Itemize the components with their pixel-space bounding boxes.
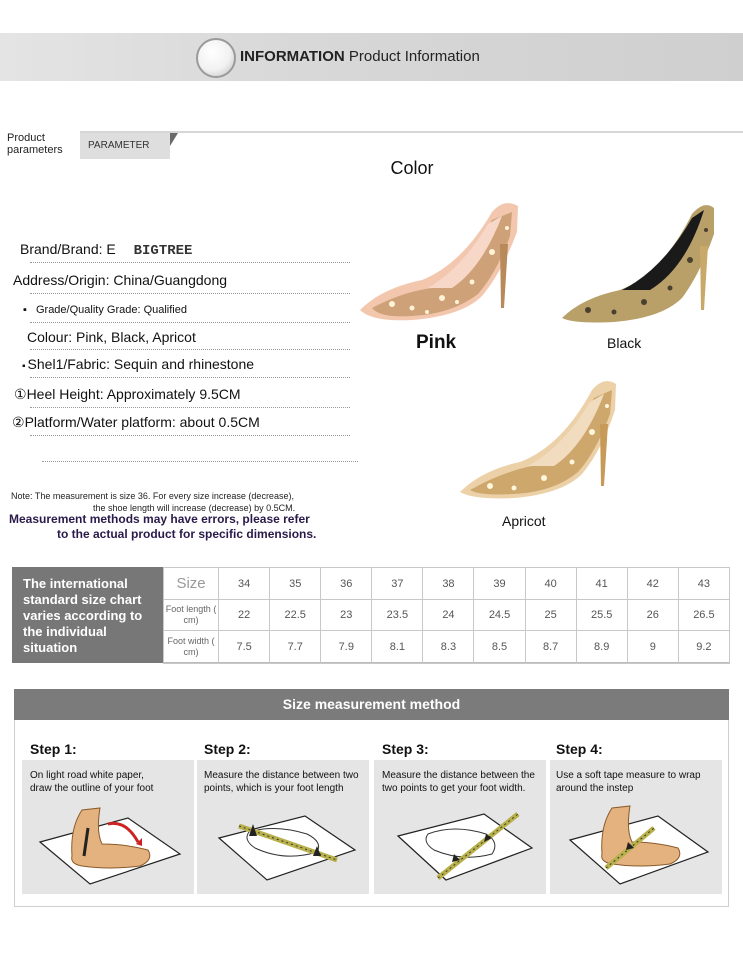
- width-cell: 9: [627, 631, 678, 664]
- note-bold: [9, 512, 319, 542]
- intro-line: standard size chart: [23, 592, 142, 607]
- step4-text-line: around the instep: [556, 783, 634, 794]
- origin-row: Address/Origin: China/Guangdong: [13, 272, 228, 288]
- tag-corner-icon: [170, 133, 178, 146]
- step4-text: [556, 769, 701, 795]
- width-cell: 7.7: [270, 631, 321, 664]
- size-cell: 41: [576, 568, 627, 600]
- length-cell: 23: [321, 600, 372, 631]
- note-small: [11, 490, 316, 514]
- note-line3: Measurement methods may have errors, please refer: [9, 512, 310, 526]
- bullet-icon: ▪: [23, 304, 27, 316]
- black-shoe-heel: [700, 246, 708, 310]
- params-tag-left: [0, 131, 80, 158]
- fabric-text: Shel1/Fabric: Sequin and rhinestone: [27, 356, 255, 372]
- row-label-foot-length: Foot length ( cm): [164, 600, 219, 631]
- width-cell: 9.2: [678, 631, 729, 664]
- step2-text-line: points, which is your foot length: [204, 783, 344, 794]
- pink-shoe-image: [352, 192, 524, 324]
- apricot-label: Apricot: [502, 513, 546, 529]
- dotted-divider: [30, 349, 350, 350]
- size-cell: 40: [525, 568, 576, 600]
- step2-text-line: Measure the distance between two: [204, 770, 359, 781]
- row-label-foot-width: Foot width ( cm): [164, 631, 219, 664]
- dotted-divider: [30, 322, 350, 323]
- table-row: [164, 600, 730, 631]
- black-label: Black: [607, 335, 642, 351]
- intro-line: varies according to: [23, 608, 143, 623]
- circled-two-icon: ②: [12, 414, 25, 430]
- step1-title: Step 1:: [30, 741, 77, 757]
- fabric-row: [22, 356, 254, 372]
- width-cell: 8.1: [372, 631, 423, 664]
- length-cell: 26: [627, 600, 678, 631]
- size-cell: 35: [270, 568, 321, 600]
- apricot-shoe-image: [456, 372, 622, 502]
- width-cell: 8.3: [423, 631, 474, 664]
- size-cell: 34: [219, 568, 270, 600]
- apricot-shoe-heel: [600, 424, 608, 486]
- step3-text-line: Measure the distance between the: [382, 770, 535, 781]
- table-row: [164, 568, 730, 600]
- length-cell: 22: [219, 600, 270, 631]
- size-cell: 43: [678, 568, 729, 600]
- step3-title: Step 3:: [382, 741, 429, 757]
- grade-text: Grade/Quality Grade: Qualified: [35, 304, 187, 316]
- black-shoe-image: [558, 198, 720, 326]
- size-cell: 39: [474, 568, 525, 600]
- pink-shoe-heel: [500, 244, 508, 308]
- bullet-icon: ▪: [22, 361, 26, 372]
- title-rest: Product Information: [348, 48, 480, 65]
- params-tag-line1: Product: [7, 132, 45, 144]
- size-cell: 42: [627, 568, 678, 600]
- length-cell: 25.5: [576, 600, 627, 631]
- step3-text: [382, 769, 535, 795]
- dotted-divider: [42, 461, 358, 462]
- width-cell: 7.9: [321, 631, 372, 664]
- width-cell: 7.5: [219, 631, 270, 664]
- page-title: [240, 48, 480, 65]
- step4-text-line: Use a soft tape measure to wrap: [556, 770, 701, 781]
- width-cell: 8.5: [474, 631, 525, 664]
- step2-title: Step 2:: [204, 741, 251, 757]
- length-cell: 25: [525, 600, 576, 631]
- dotted-divider: [30, 377, 350, 378]
- measurement-title: Size measurement method: [14, 689, 729, 720]
- step2-text: [204, 769, 359, 795]
- row-label-size: Size: [164, 568, 219, 600]
- header-circle-icon: [196, 38, 236, 78]
- pink-label: Pink: [416, 332, 457, 353]
- size-cell: 37: [372, 568, 423, 600]
- params-tag-line2: parameters: [7, 144, 63, 156]
- step3-ruler-width-icon: [382, 798, 540, 888]
- size-cell: 38: [423, 568, 474, 600]
- step1-text: [30, 769, 153, 795]
- dotted-divider: [30, 435, 350, 436]
- note-line2: the shoe length will increase (decrease) by 0.5CM.: [93, 503, 296, 513]
- grade-row: [23, 304, 187, 316]
- size-table: [163, 567, 730, 664]
- step4-tape-instep-icon: [558, 798, 716, 888]
- heel-text: Heel Height: Approximately 9.5CM: [26, 386, 241, 402]
- intro-line: situation: [23, 640, 78, 655]
- color-title: Color: [390, 158, 434, 178]
- dotted-divider: [30, 293, 350, 294]
- note-line1: Note: The measurement is size 36. For every size increase (decrease),: [11, 491, 294, 501]
- length-cell: 22.5: [270, 600, 321, 631]
- step1-text-line: draw the outline of your foot: [30, 783, 154, 794]
- width-cell: 8.7: [525, 631, 576, 664]
- platform-text: Platform/Water platform: about 0.5CM: [24, 414, 260, 430]
- heel-row: [14, 386, 241, 403]
- step4-title: Step 4:: [556, 741, 603, 757]
- step2-ruler-length-icon: [205, 798, 363, 888]
- brand-row: [20, 241, 192, 259]
- size-cell: 36: [321, 568, 372, 600]
- length-cell: 26.5: [678, 600, 729, 631]
- length-cell: 24.5: [474, 600, 525, 631]
- dotted-divider: [30, 262, 350, 263]
- intro-line: the individual: [23, 624, 107, 639]
- platform-row: [12, 414, 260, 431]
- note-line4: to the actual product for specific dimensions.: [57, 527, 317, 541]
- colour-row: Colour: Pink, Black, Apricot: [27, 329, 196, 345]
- dotted-divider: [30, 407, 350, 408]
- intro-line: The international: [23, 576, 128, 591]
- size-chart-intro: [12, 567, 163, 663]
- step1-foot-outline-icon: [30, 798, 188, 888]
- width-cell: 8.9: [576, 631, 627, 664]
- step3-text-line: two points to get your foot width.: [382, 783, 526, 794]
- step1-text-line: On light road white paper,: [30, 770, 144, 781]
- circled-one-icon: ①: [14, 386, 27, 402]
- params-tag-right: PARAMETER: [80, 133, 170, 159]
- table-row: [164, 631, 730, 664]
- brand-label: Brand/Brand: E: [20, 241, 116, 257]
- title-bold: INFORMATION: [240, 48, 345, 65]
- brand-value: BIGTREE: [133, 243, 193, 259]
- length-cell: 23.5: [372, 600, 423, 631]
- length-cell: 24: [423, 600, 474, 631]
